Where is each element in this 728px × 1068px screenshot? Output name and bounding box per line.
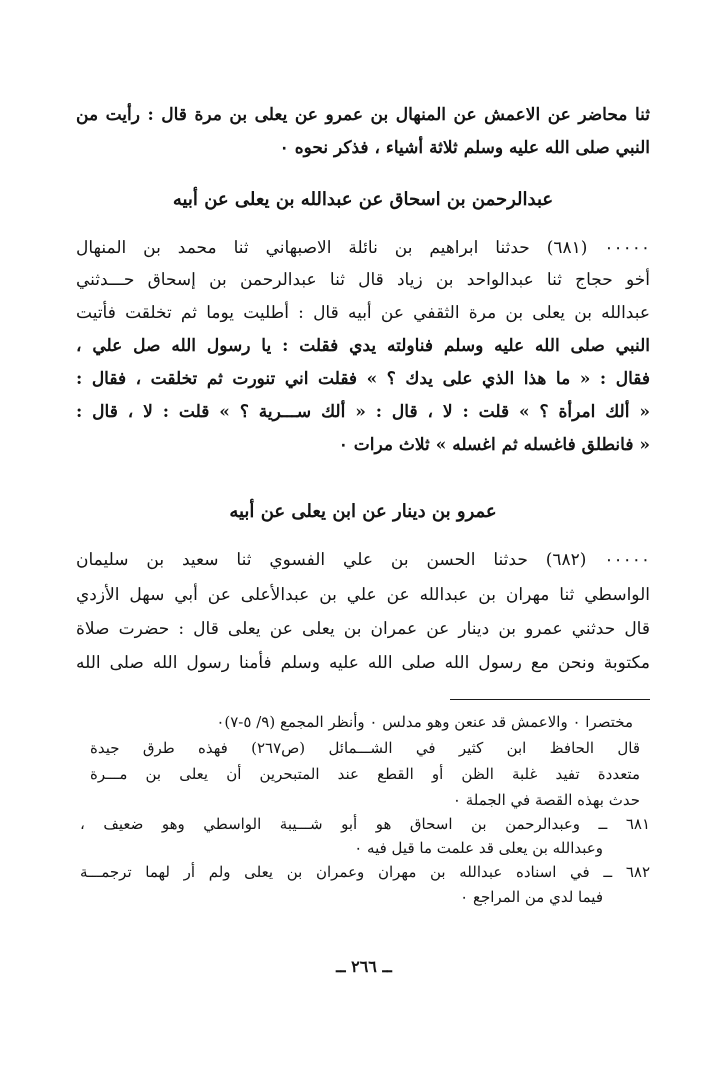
body-line: « ألك امرأة ؟ » قلت : لا ، قال : « ألك ســـرية ؟ » قلت : لا ، قال : (76, 402, 650, 422)
body-line: النبي صلى الله عليه وسلم ثلاثة أشياء ، فذكر نحوه ٠ (279, 138, 650, 158)
body-line: النبي صلى الله عليه وسلم فناولته يدي فقلت : يا رسول الله صل علي ، (76, 336, 650, 356)
footnote-line: ٦٨١ ــ وعبدالرحمن بن اسحاق هو أبو شـــيبة الواسطي وهو ضعيف ، (80, 815, 650, 833)
page-number: ــ ٢٦٦ ــ (336, 957, 392, 976)
body-line: ٠٠٠٠٠ (٦٨١) حدثنا ابراهيم بن نائلة الاصبهاني ثنا محمد بن المنهال (76, 238, 650, 258)
body-line: مكتوبة ونحن مع رسول الله صلى الله عليه وسلم فأمنا رسول الله صلى الله (76, 653, 650, 673)
footnote-line: ٦٨٢ ــ في اسناده عبدالله بن مهران وعمران بن يعلى ولم أر لهما ترجمـــة (80, 863, 650, 881)
body-line: أخو حجاج ثنا عبدالواحد بن زياد قال ثنا عبدالرحمن بن إسحاق حـــدثني (76, 270, 650, 290)
footnote-line: وعبدالله بن يعلى قد علمت ما قيل فيه ٠ (354, 839, 603, 857)
footnote-line: قال الحافظ ابن كثير في الشـــمائل (ص٢٦٧) فهذه طرق جيدة (90, 739, 640, 757)
footnote-separator (450, 699, 650, 700)
body-line: ثنا محاضر عن الاعمش عن المنهال بن عمرو عن يعلى بن مرة قال : رأيت من (76, 105, 650, 125)
section-heading: عمرو بن دينار عن ابن يعلى عن أبيه (229, 501, 497, 522)
footnote-line: مختصرا ٠ والاعمش قد عنعن وهو مدلس ٠ وأنظر المجمع (٩/ ٥-٧)٠ (216, 713, 633, 731)
body-line: قال حدثني عمرو بن دينار عن عمران بن يعلى عن يعلى قال : حضرت صلاة (76, 619, 650, 639)
body-line: ٠٠٠٠٠ (٦٨٢) حدثنا الحسن بن علي الفسوي ثنا سعيد بن سليمان (76, 550, 650, 570)
footnote-line: متعددة تفيد غلبة الظن أو القطع عند المتبحرين أن يعلى بن مـــرة (90, 765, 640, 783)
body-line: فقال : « ما هذا الذي على يدك ؟ » فقلت اني تنورت ثم تخلقت ، فقال : (76, 369, 650, 389)
section-heading: عبدالرحمن بن اسحاق عن عبدالله بن يعلى عن أبيه (172, 189, 554, 210)
body-line: عبدالله بن يعلى بن مرة الثقفي عن أبيه قال : أطليت يوما ثم تخلقت فأتيت (76, 303, 650, 323)
footnote-line: حدث بهذه القصة في الجملة ٠ (452, 791, 640, 809)
body-line: الواسطي ثنا مهران بن عبدالله عن علي بن عبدالأعلى عن أبي سهل الأزدي (76, 585, 650, 605)
footnote-line: فيما لدي من المراجع ٠ (460, 888, 603, 906)
body-line: « فانطلق فاغسله ثم اغسله » ثلاث مرات ٠ (338, 435, 650, 455)
